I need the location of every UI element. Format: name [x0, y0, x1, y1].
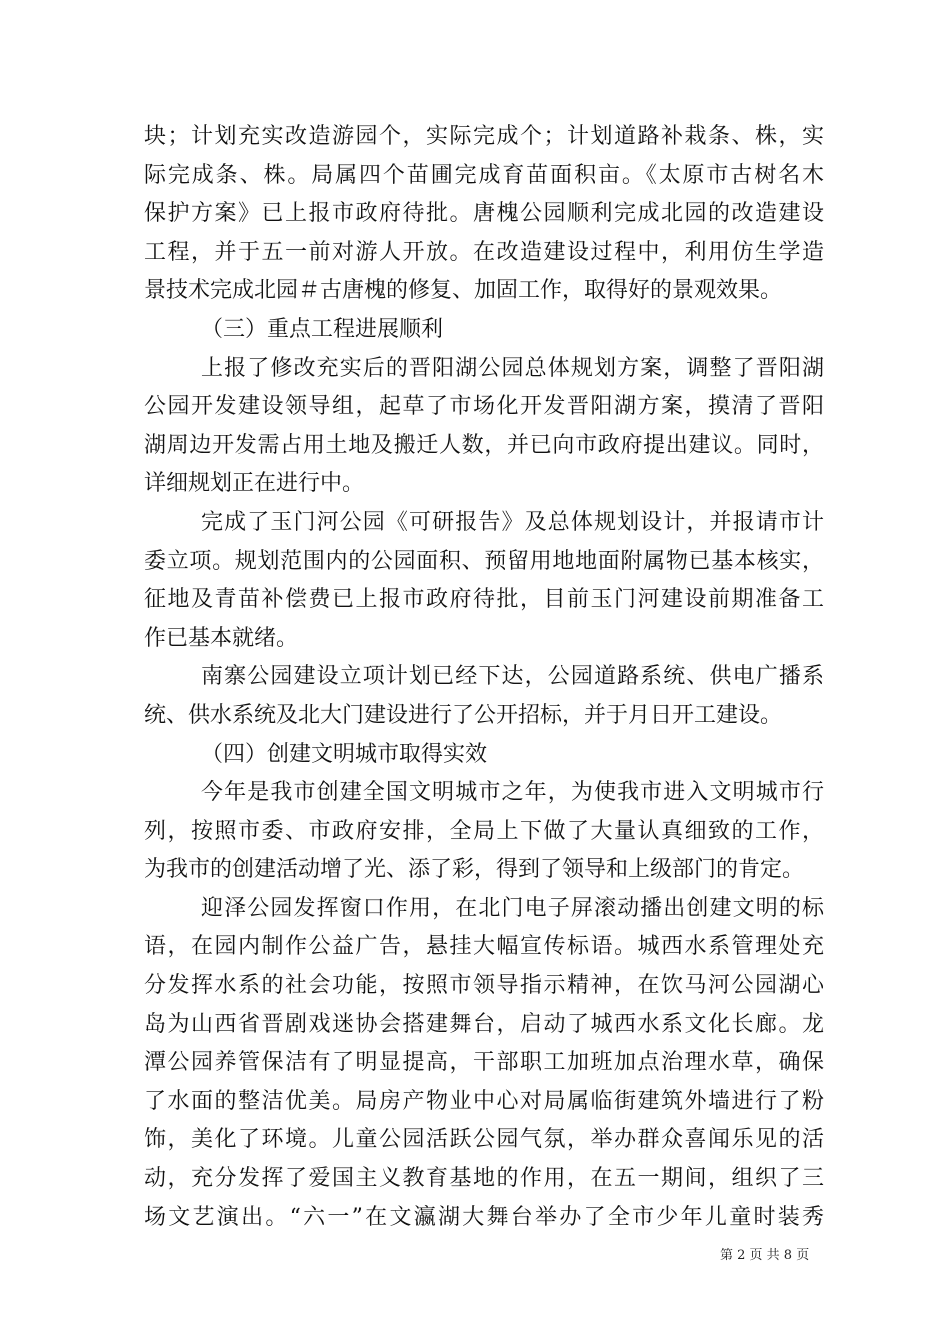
section-heading: （四）创建文明城市取得实效	[201, 741, 488, 767]
paragraph-line: 工程，并于五一前对游人开放。在改造建设过程中，利用仿生学造	[144, 239, 824, 265]
paragraph-line: 列，按照市委、市政府安排，全局上下做了大量认真细致的工作，	[144, 818, 824, 844]
paragraph-line: 场文艺演出。“六一”在文瀛湖大舞台举办了全市少年儿童时装秀	[144, 1204, 824, 1230]
paragraph-line: 征地及青苗补偿费已上报市政府待批，目前玉门河建设前期准备工	[144, 587, 824, 613]
paragraph-line: 潭公园养管保洁有了明显提高，干部职工加班加点治理水草，确保	[144, 1050, 824, 1076]
paragraph-line: 为我市的创建活动增了光、添了彩，得到了领导和上级部门的肯定。	[144, 857, 805, 883]
paragraph-line: 委立项。规划范围内的公园面积、预留用地地面附属物已基本核实，	[144, 548, 824, 574]
paragraph-line: 公园开发建设领导组，起草了市场化开发晋阳湖方案，摸清了晋阳	[144, 394, 824, 420]
paragraph-line: 际完成条、株。局属四个苗圃完成育苗面积亩。《太原市古树名木	[144, 162, 824, 188]
paragraph-line: 完成了玉门河公园《可研报告》及总体规划设计，并报请市计	[201, 509, 824, 535]
paragraph-line: 作已基本就绪。	[144, 625, 299, 651]
paragraph-line: 湖周边开发需占用土地及搬迁人数，并已向市政府提出建议。同时，	[144, 432, 824, 458]
paragraph-line: 动，充分发挥了爱国主义教育基地的作用，在五一期间，组织了三	[144, 1166, 824, 1192]
paragraph-line: 岛为山西省晋剧戏迷协会搭建舞台，启动了城西水系文化长廊。龙	[144, 1011, 824, 1037]
paragraph-line: 迎泽公园发挥窗口作用，在北门电子屏滚动播出创建文明的标	[201, 895, 824, 921]
paragraph-line: 详细规划正在进行中。	[144, 471, 365, 497]
paragraph-line: 景技术完成北园＃古唐槐的修复、加固工作，取得好的景观效果。	[144, 278, 783, 304]
document-body	[144, 118, 824, 1237]
paragraph-line: 统、供水系统及北大门建设进行了公开招标，并于月日开工建设。	[144, 702, 783, 728]
paragraph-line: 饰，美化了环境。儿童公园活跃公园气氛，举办群众喜闻乐见的活	[144, 1127, 824, 1153]
paragraph-line: 了水面的整洁优美。局房产物业中心对局属临街建筑外墙进行了粉	[144, 1088, 824, 1114]
paragraph-line: 分发挥水系的社会功能，按照市领导指示精神，在饮马河公园湖心	[144, 973, 824, 999]
paragraph-line: 保护方案》已上报市政府待批。唐槐公园顺利完成北园的改造建设	[144, 201, 824, 227]
paragraph-line: 今年是我市创建全国文明城市之年，为使我市进入文明城市行	[201, 780, 824, 806]
paragraph-line: 上报了修改充实后的晋阳湖公园总体规划方案，调整了晋阳湖	[201, 355, 824, 381]
paragraph-line: 语，在园内制作公益广告，悬挂大幅宣传标语。城西水系管理处充	[144, 934, 824, 960]
paragraph-line: 块；计划充实改造游园个，实际完成个；计划道路补栽条、株，实	[144, 124, 824, 149]
section-heading: （三）重点工程进展顺利	[201, 316, 444, 342]
page-number-footer: 第 2 页 共 8 页	[720, 1248, 810, 1263]
paragraph-line: 南寨公园建设立项计划已经下达，公园道路系统、供电广播系	[201, 664, 824, 690]
